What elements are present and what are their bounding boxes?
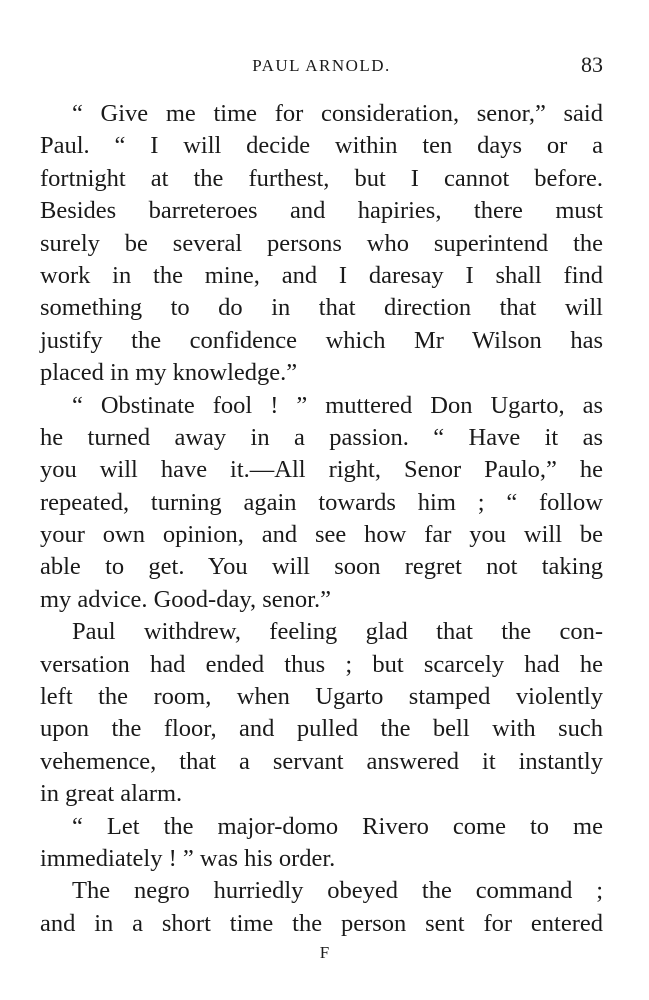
text-line: you will have it.—All right, Senor Paulo,” he	[40, 456, 603, 484]
running-title: PAUL ARNOLD.	[252, 56, 391, 75]
text-line: “ Let the major-domo Rivero come to me	[72, 812, 603, 840]
running-head	[40, 52, 603, 82]
text-line: left the room, when Ugarto stamped violently	[40, 683, 603, 711]
body-text	[40, 98, 603, 940]
text-line: able to get. You will soon regret not taking	[40, 553, 603, 581]
text-line: upon the floor, and pulled the bell with such	[40, 715, 603, 743]
signature-mark: F	[319, 943, 330, 962]
text-line: versation had ended thus ; but scarcely had he	[40, 650, 603, 678]
text-line: work in the mine, and I daresay I shall find	[40, 261, 603, 289]
text-line: he turned away in a passion. “ Have it as	[40, 423, 603, 451]
text-line: your own opinion, and see how far you will be	[40, 521, 603, 549]
text-line: my advice. Good-day, senor.”	[40, 585, 331, 613]
text-line: something to do in that direction that will	[40, 294, 603, 322]
text-line: “ Give me time for consideration, senor,” said	[72, 100, 603, 127]
text-line: in great alarm.	[40, 780, 183, 808]
text-line: repeated, turning again towards him ; “ follow	[40, 488, 603, 516]
text-line: “ Obstinate fool ! ” muttered Don Ugarto, as	[72, 391, 603, 419]
text-line: justify the confidence which Mr Wilson has	[40, 326, 603, 354]
text-line: Besides barreteroes and hapiries, there must	[40, 197, 603, 225]
text-line: immediately ! ” was his order.	[40, 844, 336, 872]
page-number: 83	[581, 52, 603, 77]
text-line: and in a short time the person sent for entered	[40, 909, 603, 937]
text-line: Paul. “ I will decide within ten days or a	[40, 132, 603, 160]
text-line: The negro hurriedly obeyed the command ;	[72, 877, 603, 905]
text-line: surely be several persons who superintend the	[40, 229, 603, 257]
text-line: fortnight at the furthest, but I cannot before.	[40, 164, 603, 192]
text-line: placed in my knowledge.”	[40, 359, 298, 387]
text-line: Paul withdrew, feeling glad that the con-	[72, 618, 603, 646]
text-line: vehemence, that a servant answered it instantly	[40, 747, 603, 775]
